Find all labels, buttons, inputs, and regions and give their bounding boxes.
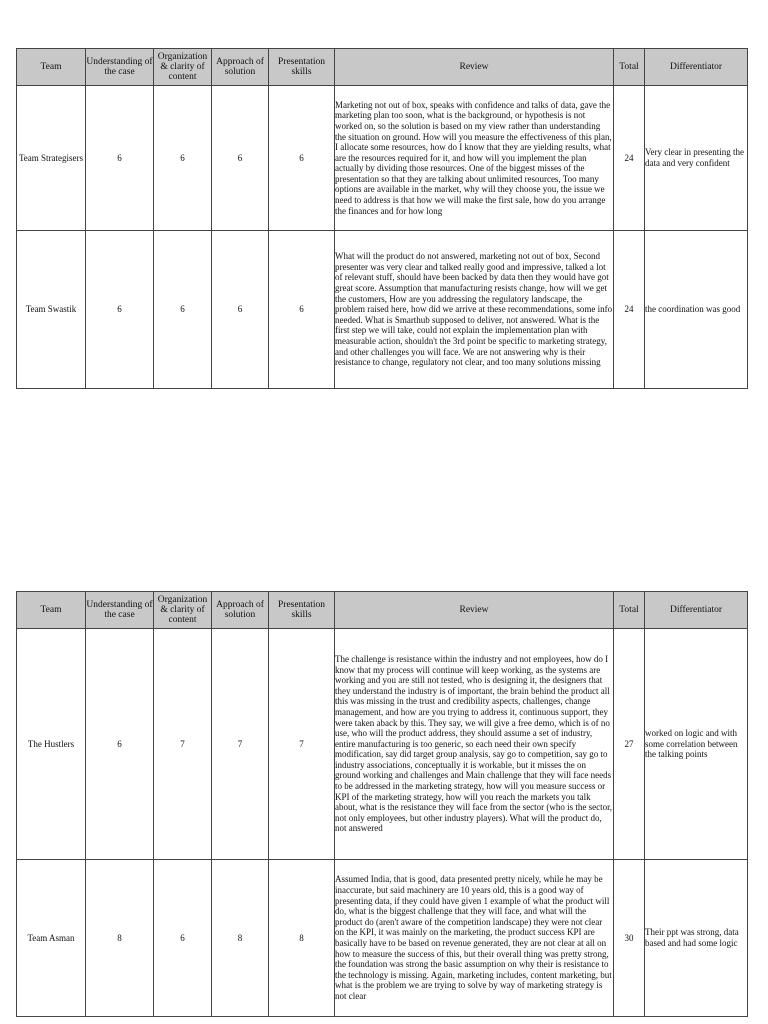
understanding-score: 8: [86, 860, 154, 1017]
approach-score: 7: [212, 629, 269, 860]
table-row: [17, 86, 748, 231]
understanding-score: 6: [86, 231, 154, 389]
total-score: 27: [614, 629, 645, 860]
organization-score: 6: [154, 860, 212, 1017]
review-text: The challenge is resistance within the industry and not employees, how do I know that my process will continue will keep working, as the systems are working and you are still not tested, who is designing it, the designers that they understand the industry is of important, the brain behind the product all this was missing in the trust and credibility aspects, challenges, change management, and how are you trying to address it, continuous support, they were taken aback by this. They say, we will give a free demo, which is of no use, who will the product address, they should assume a set of industry, entire manufacturing is too generic, so each need their own specify modification, say did target group analysis, say go to competition, say go to industry associations, conceptually it is workable, but it misses the on ground working and challenges and Main challenge that they will face needs to be addressed in the marketing strategy, how will you measure success or KPI of the marketing strategy, how will you reach the markets you talk about, what is the resistance they will face from the sector (who is the sector, not only employees, but other industry players). What will the product do, not answered: [335, 629, 614, 860]
header-total: Total: [614, 592, 645, 629]
team-name: Team Swastik: [17, 231, 86, 389]
review-text: Marketing not out of box, speaks with confidence and talks of data, gave the marketing plan too soon, what is the background, or hypothesis is not worked on, so the solution is based on my view rather than understanding the situation on ground. How will you measure the effectiveness of this plan, I allocate some resources, how do I know that they are yielding results, what are the resources required for it, and how will you implement the plan actually by dividing those resources. One of the biggest misses of the presentation so that they are talking about unlimited resources, Too many options are available in the market, why will they choose you, the issue we need to address is that how we will make the first sale, how do you arrange the finances and for how long: [335, 86, 614, 231]
presentation-score: 8: [269, 860, 335, 1017]
table-row: [17, 860, 748, 1017]
presentation-score: 6: [269, 231, 335, 389]
total-score: 24: [614, 86, 645, 231]
total-score: 30: [614, 860, 645, 1017]
table-header-row: [17, 592, 748, 629]
approach-score: 8: [212, 860, 269, 1017]
total-score: 24: [614, 231, 645, 389]
evaluation-table-2: [16, 591, 748, 1017]
understanding-score: 6: [86, 86, 154, 231]
organization-score: 6: [154, 86, 212, 231]
header-differentiator: Differentiator: [645, 49, 748, 86]
header-presentation: Presentation skills: [269, 592, 335, 629]
header-organization: Organization & clarity of content: [154, 49, 212, 86]
approach-score: 6: [212, 231, 269, 389]
table-row: [17, 231, 748, 389]
header-presentation: Presentation skills: [269, 49, 335, 86]
approach-score: 6: [212, 86, 269, 231]
review-text: What will the product do not answered, marketing not out of box, Second presenter was very clear and talked really good and impressive, talked a lot of relevant stuff, should have been backed by data then they would have got great score. Assumption that manufacturing resists change, how will we get the customers, How are you addressing the regulatory landscape, the problem raised here, how did we arrive at these recommendations, some info needed. What is Smarthub supposed to deliver, not answered. What is the first step we will take, could not explain the implementation plan with measurable action, shouldn't the 3rd point be specific to marketing strategy, and other challenges you will face. We are not answering why is their resistance to change, regulatory not clear, and too many solutions missing: [335, 231, 614, 389]
presentation-score: 6: [269, 86, 335, 231]
differentiator-text: worked on logic and with some correlation between the talking points: [645, 629, 748, 860]
team-name: Team Asman: [17, 860, 86, 1017]
header-understanding: Understanding of the case: [86, 592, 154, 629]
header-understanding: Understanding of the case: [86, 49, 154, 86]
organization-score: 7: [154, 629, 212, 860]
header-total: Total: [614, 49, 645, 86]
team-name: The Hustlers: [17, 629, 86, 860]
header-team: Team: [17, 592, 86, 629]
header-organization: Organization & clarity of content: [154, 592, 212, 629]
table-row: [17, 629, 748, 860]
differentiator-text: the coordination was good: [645, 231, 748, 389]
organization-score: 6: [154, 231, 212, 389]
header-review: Review: [335, 49, 614, 86]
review-text: Assumed India, that is good, data presented pretty nicely, while he may be inaccurate, but said machinery are 10 years old, this is a good way of presenting data, if they could have given 1 example of what the product will do, what is the biggest challenge that they will face, and what will the product do (aren't aware of the competition landscape) they were not clear on the KPI, it was mainly on the marketing, the product success KPI are basically have to be based on revenue generated, they are not clear at all on how to measure the success of this, but their overall thing was pretty strong, the foundation was strong the basic assumption on why their is resistance to the technology is missing. Again, marketing includes, content marketing, but what is the problem we are trying to solve by way of marketing strategy is not clear: [335, 860, 614, 1017]
header-approach: Approach of solution: [212, 49, 269, 86]
understanding-score: 6: [86, 629, 154, 860]
team-name: Team Strategisers: [17, 86, 86, 231]
header-approach: Approach of solution: [212, 592, 269, 629]
presentation-score: 7: [269, 629, 335, 860]
header-team: Team: [17, 49, 86, 86]
header-differentiator: Differentiator: [645, 592, 748, 629]
evaluation-table-1: [16, 48, 748, 389]
differentiator-text: Very clear in presenting the data and very confident: [645, 86, 748, 231]
table-header-row: [17, 49, 748, 86]
header-review: Review: [335, 592, 614, 629]
differentiator-text: Their ppt was strong, data based and had some logic: [645, 860, 748, 1017]
